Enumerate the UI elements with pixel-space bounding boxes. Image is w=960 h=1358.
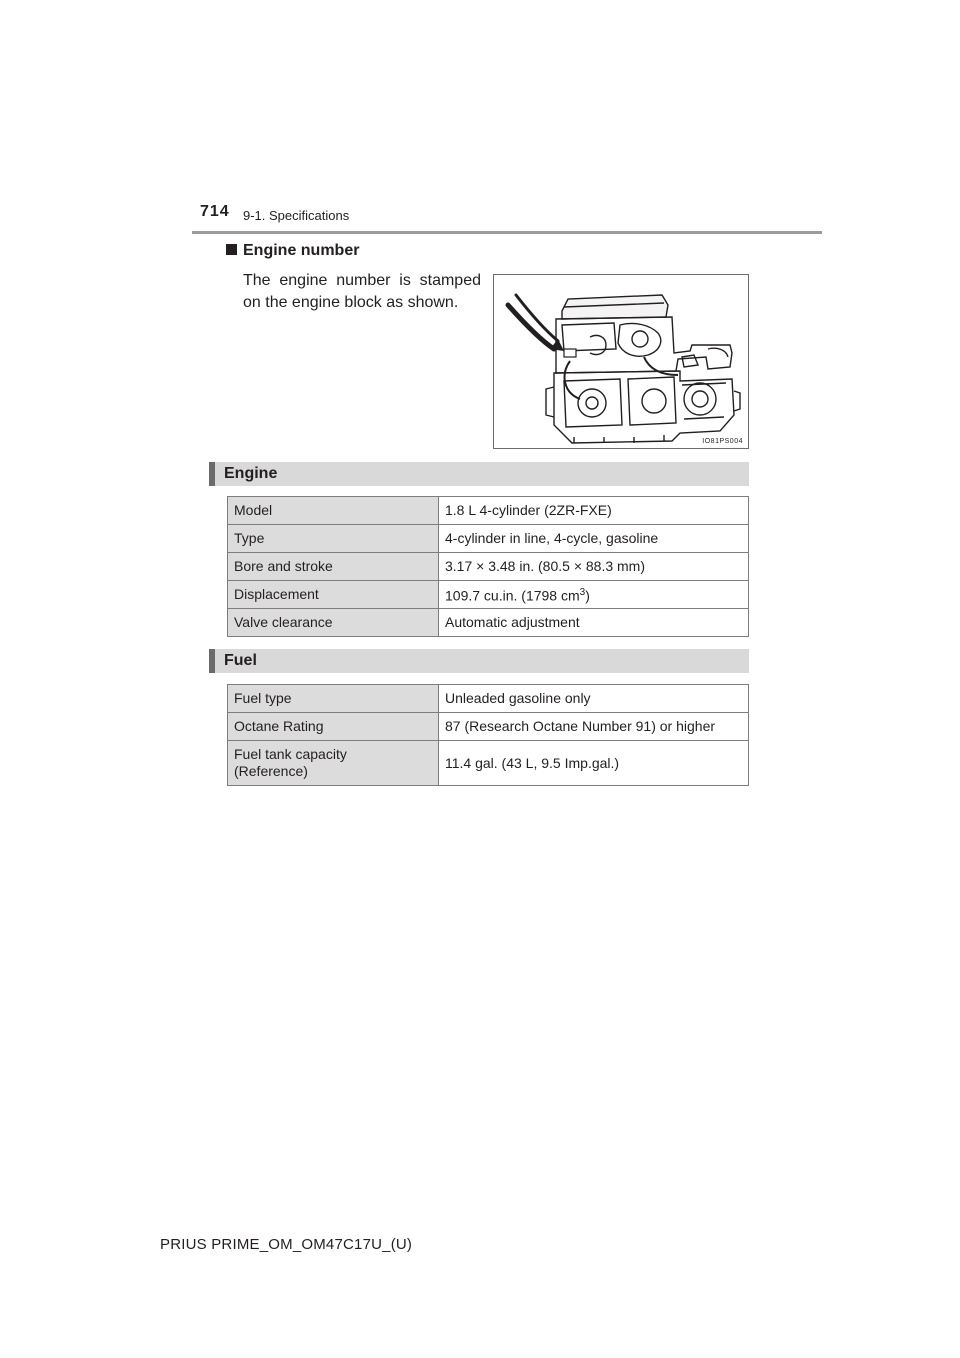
row-value: Automatic adjustment <box>439 609 749 637</box>
row-value: 87 (Research Octane Number 91) or higher <box>439 713 749 741</box>
superscript-3: 3 <box>579 587 586 599</box>
row-label: Octane Rating <box>228 713 439 741</box>
row-label: Displacement <box>228 581 439 609</box>
displacement-paren: ) <box>585 587 590 604</box>
row-value <box>439 581 749 609</box>
figure-code: IO81PS004 <box>702 438 743 445</box>
table-row <box>228 553 749 581</box>
row-label <box>228 741 439 786</box>
table-row <box>228 609 749 637</box>
row-label: Valve clearance <box>228 609 439 637</box>
row-value: 1.8 L 4-cylinder (2ZR-FXE) <box>439 497 749 525</box>
label-line-1: Fuel tank capacity <box>234 746 347 762</box>
table-row <box>228 497 749 525</box>
row-value: 11.4 gal. (43 L, 9.5 Imp.gal.) <box>439 741 749 786</box>
table-row <box>228 685 749 713</box>
section-title: 9-1. Specifications <box>243 208 350 223</box>
fuel-table-heading-text: Fuel <box>224 652 257 669</box>
table-row <box>228 741 749 786</box>
row-label: Bore and stroke <box>228 553 439 581</box>
page-number: 714 <box>200 203 230 220</box>
table-row <box>228 525 749 553</box>
table-row <box>228 581 749 609</box>
engine-table-heading <box>209 462 749 486</box>
row-label: Model <box>228 497 439 525</box>
row-value: Unleaded gasoline only <box>439 685 749 713</box>
engine-number-heading-text: Engine number <box>243 242 360 259</box>
footer-document-code: PRIUS PRIME_OM_OM47C17U_(U) <box>160 1236 413 1253</box>
engine-drawing <box>494 275 748 448</box>
displacement-value: 109.7 cu.in. (1798 cm <box>445 587 580 604</box>
square-bullet-icon <box>226 244 237 255</box>
row-value: 3.17 × 3.48 in. (80.5 × 88.3 mm) <box>439 553 749 581</box>
engine-spec-table <box>227 496 749 637</box>
engine-table-heading-text: Engine <box>224 465 278 482</box>
engine-illustration <box>493 274 749 449</box>
fuel-spec-table <box>227 684 749 786</box>
label-line-2: (Reference) <box>234 763 308 779</box>
row-label: Fuel type <box>228 685 439 713</box>
fuel-table-heading <box>209 649 749 673</box>
row-value: 4-cylinder in line, 4-cycle, gasoline <box>439 525 749 553</box>
header-rule <box>192 231 822 234</box>
row-label: Type <box>228 525 439 553</box>
table-row <box>228 713 749 741</box>
engine-number-heading <box>226 242 359 260</box>
engine-number-text: The engine number is stamped on the engine block as shown. <box>243 272 481 311</box>
